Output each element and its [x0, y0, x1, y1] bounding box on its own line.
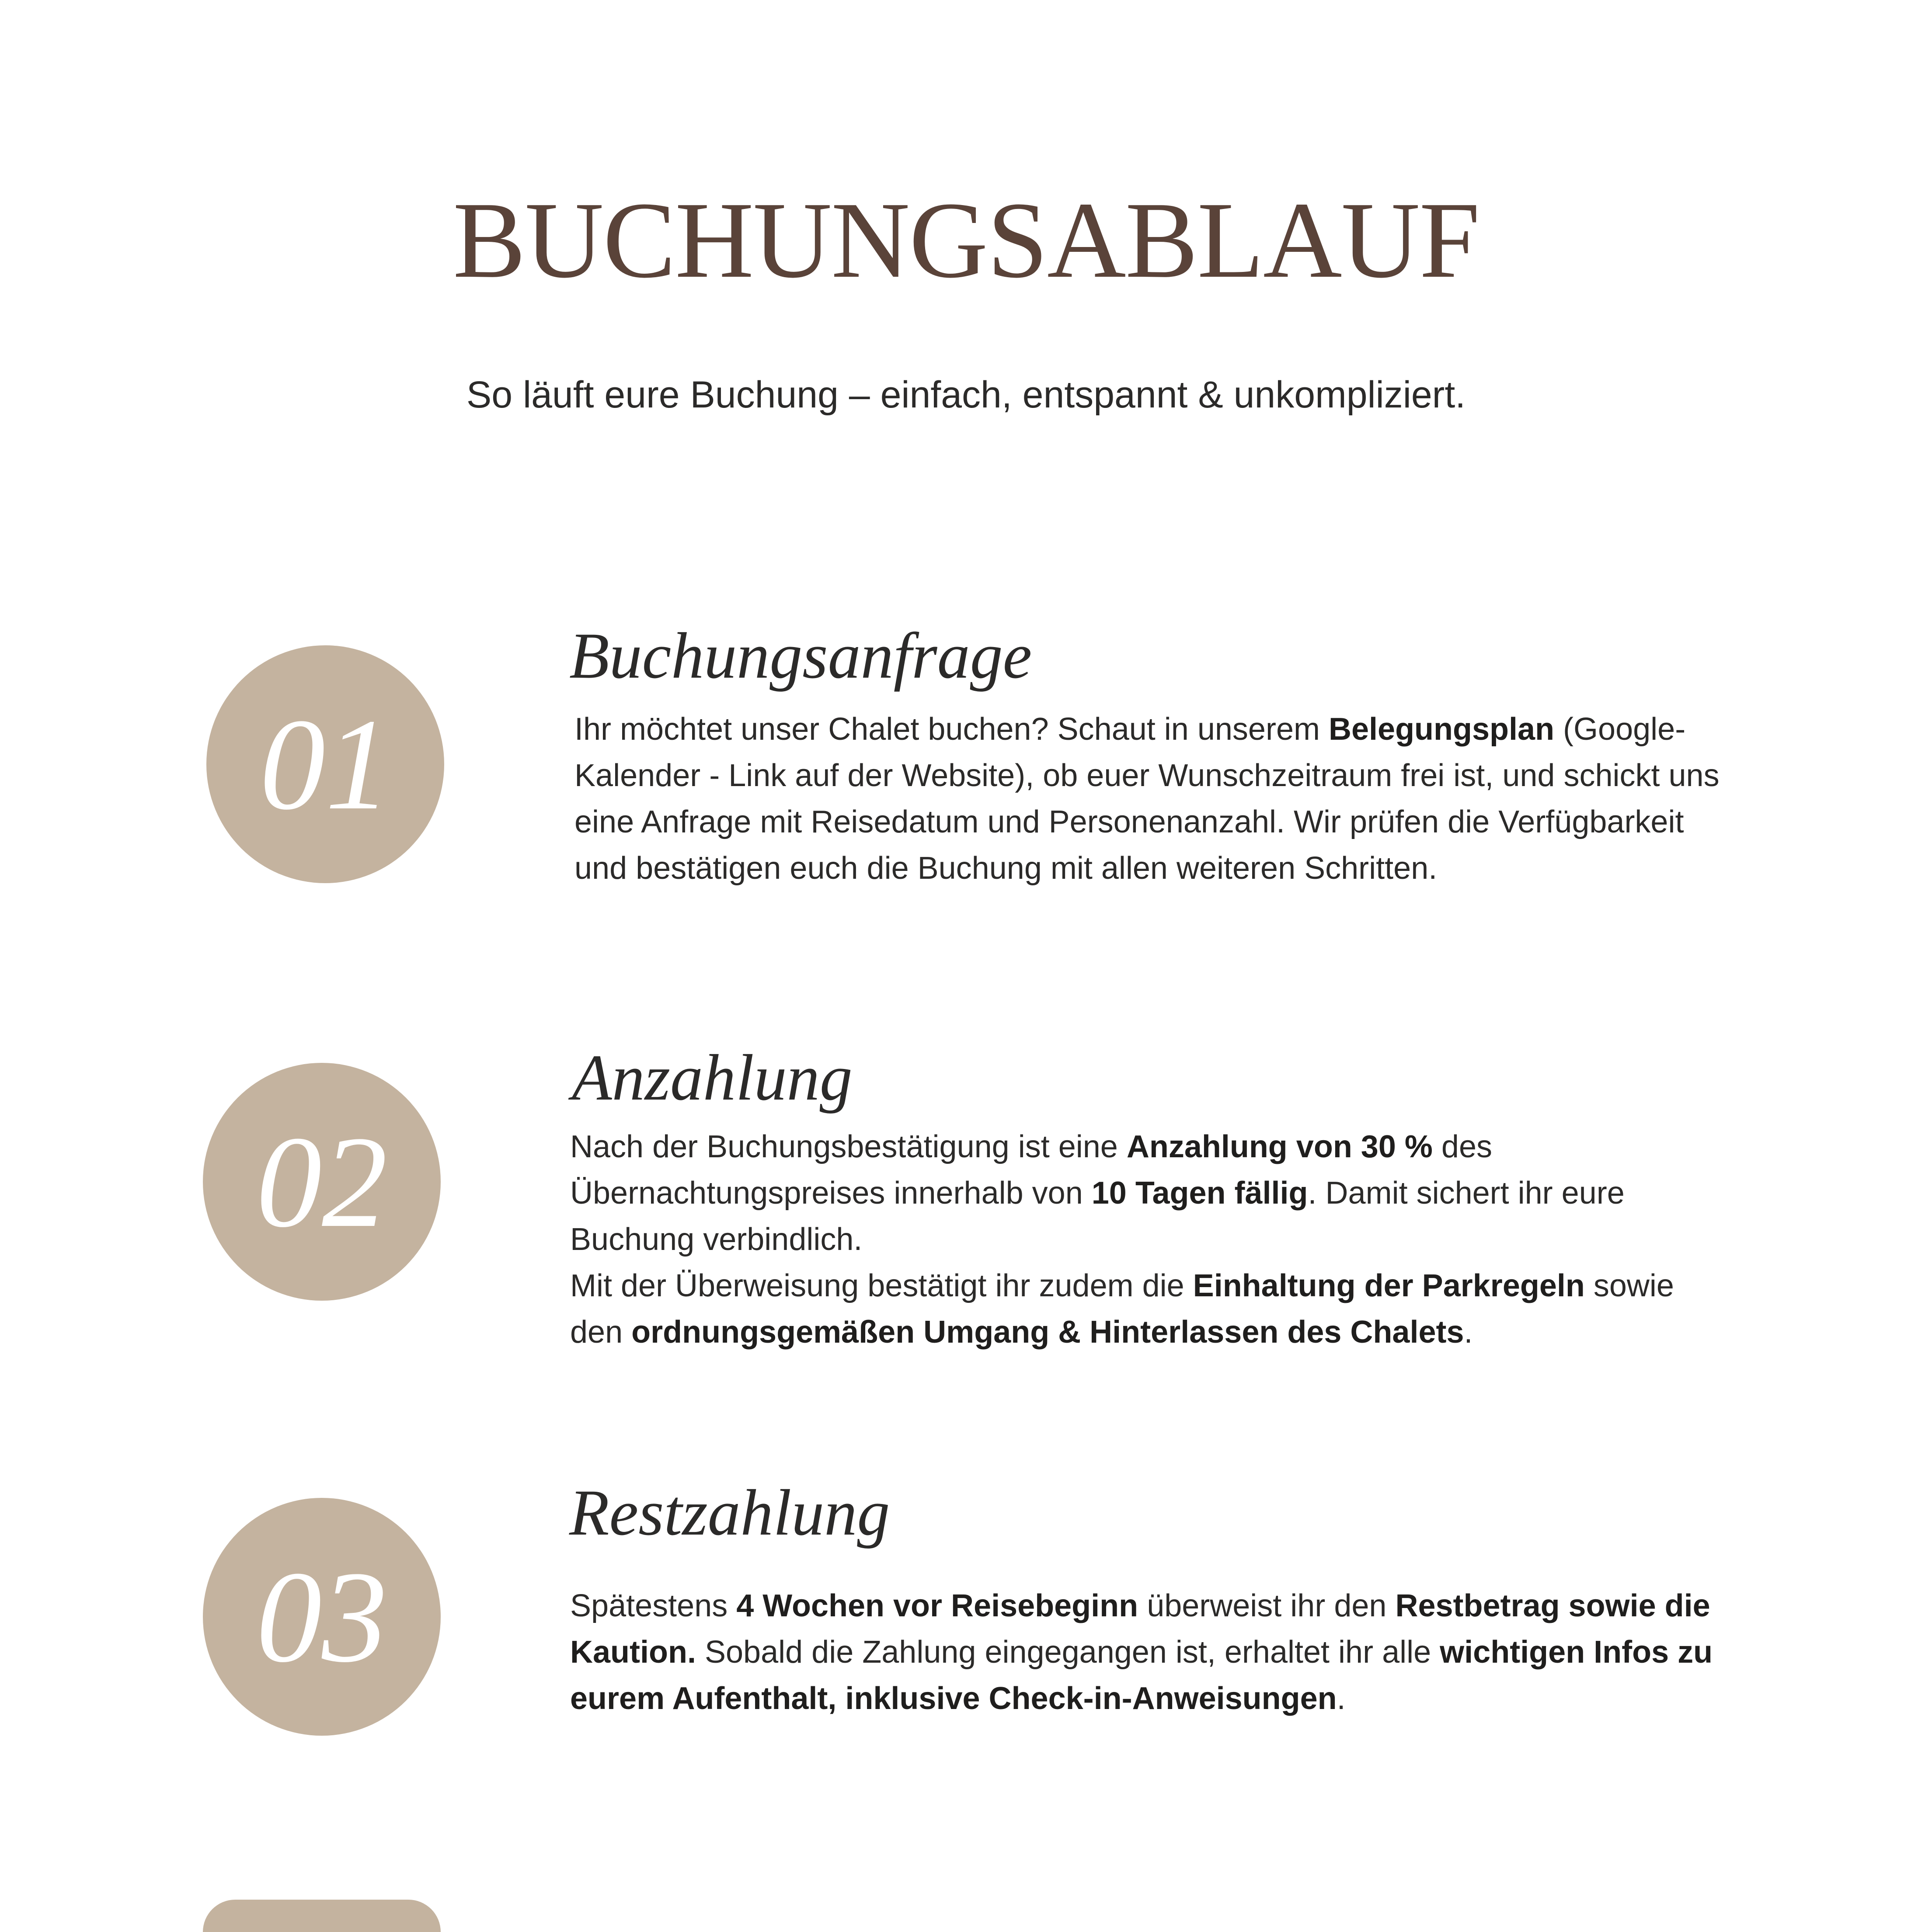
- step-number-badge: [203, 1063, 441, 1301]
- step-description: [574, 706, 1737, 891]
- step-description: [570, 1583, 1733, 1722]
- text-run-bold: 10 Tagen fällig: [1091, 1176, 1308, 1211]
- step-title: Anzahlung: [572, 1041, 853, 1114]
- step-paragraph: [570, 1583, 1733, 1722]
- step-paragraph: [574, 706, 1737, 891]
- page-subtitle: So läuft eure Buchung – einfach, entspannt & unkompliziert.: [466, 374, 1466, 416]
- text-run: Nach der Buchungsbestätigung ist eine: [570, 1129, 1127, 1164]
- step-number: 01: [260, 692, 391, 837]
- text-run: überweist ihr den: [1138, 1588, 1396, 1623]
- step-number: 02: [256, 1109, 387, 1254]
- step-number: 03: [256, 1544, 387, 1689]
- text-run: des Übernachtungspreises innerhalb von: [570, 1129, 1493, 1211]
- text-run-bold: ordnungsgemäßen Umgang & Hinterlassen des Chalets: [631, 1315, 1464, 1350]
- step-title: Restzahlung: [569, 1476, 890, 1549]
- text-run: (Google-Kalender - Link auf der Website), ob euer Wunschzeitraum frei ist, und schickt uns eine Anfrage mit Reisedatum und Personenanzahl. Wir prüfen die Verfügbarkeit und bestätigen euch die Buchung mit allen weiteren Schritten.: [574, 712, 1720, 886]
- step-number-badge-partial: [203, 1900, 441, 1932]
- step-number-badge: [203, 1498, 441, 1736]
- page-title: BUCHUNGSABLAUF: [453, 180, 1479, 301]
- step-description: [570, 1124, 1733, 1355]
- text-run: Spätestens: [570, 1588, 737, 1623]
- step-number-badge: [206, 645, 444, 883]
- text-run: Ihr möchtet unser Chalet buchen? Schaut in unserem: [574, 712, 1329, 747]
- step-paragraph: [570, 1263, 1733, 1355]
- text-run-bold: 4 Wochen vor Reisebeginn: [736, 1588, 1138, 1623]
- text-run: Mit der Überweisung bestätigt ihr zudem die: [570, 1268, 1193, 1303]
- text-run: Sobald die Zahlung eingegangen ist, erhaltet ihr alle: [696, 1635, 1440, 1670]
- step-title: Buchungsanfrage: [569, 620, 1032, 692]
- text-run: .: [1337, 1681, 1346, 1716]
- text-run-bold: Restbetrag sowie die Kaution.: [570, 1588, 1710, 1670]
- text-run-bold: Einhaltung der Parkregeln: [1193, 1268, 1585, 1303]
- text-run-bold: Anzahlung von 30 %: [1126, 1129, 1433, 1164]
- text-run: .: [1464, 1315, 1473, 1350]
- text-run: sowie den: [570, 1268, 1674, 1350]
- text-run: . Damit sichert ihr eure Buchung verbindlich.: [570, 1176, 1625, 1257]
- step-paragraph: [570, 1124, 1733, 1263]
- text-run-bold: Belegungsplan: [1328, 712, 1555, 747]
- text-run-bold: wichtigen Infos zu eurem Aufenthalt, inklusive Check-in-Anweisungen: [570, 1635, 1713, 1716]
